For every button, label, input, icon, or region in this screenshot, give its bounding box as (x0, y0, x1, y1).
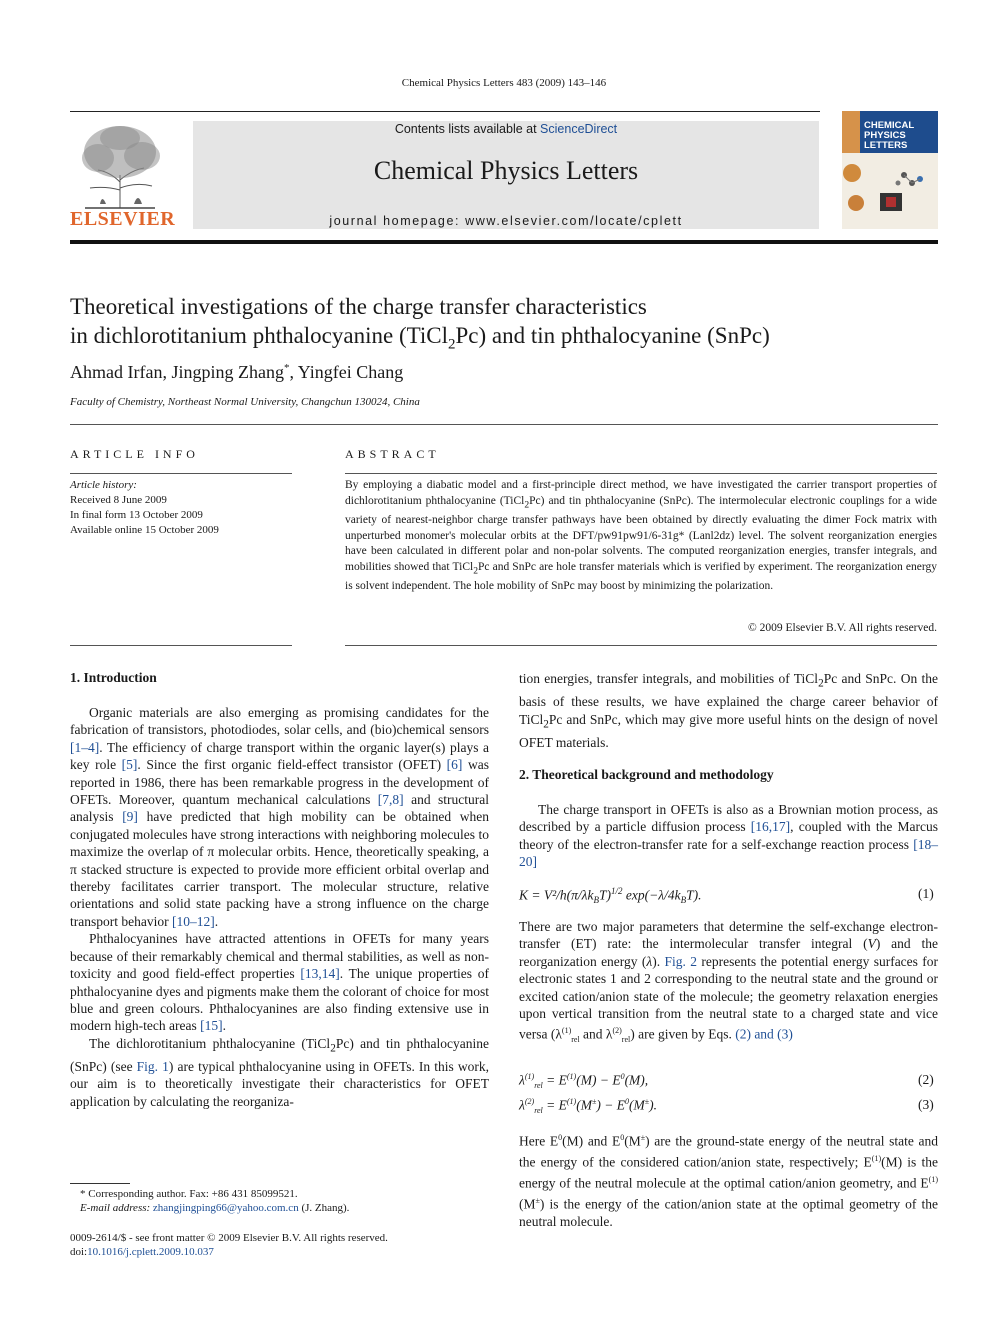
email-link[interactable]: zhangjingping66@yahoo.com.cn (152, 1202, 299, 1214)
text: . (214, 913, 219, 929)
doi-line (70, 1245, 388, 1259)
equation-link[interactable]: (2) and (3) (735, 1026, 793, 1042)
footnote-corresponding: * Corresponding author. Fax: +86 431 85099521. (80, 1188, 298, 1200)
publication-info (70, 1231, 388, 1259)
citation-link[interactable]: [9] (122, 809, 138, 825)
equation-text: λ (519, 1097, 525, 1113)
equation-text: = E (542, 1097, 567, 1113)
subscript: 2 (543, 718, 549, 731)
citation-link[interactable]: [16,17] (750, 819, 791, 835)
text: ). (652, 953, 665, 969)
contents-line (193, 122, 819, 136)
article-info-heading: ARTICLE INFO (70, 447, 199, 461)
subscript: 2 (818, 677, 824, 690)
text: Phthalocyanines have attracted attentions in OFETs for many years because of their remarkably chemical and thermal stabilities, as well as non-toxicity and good field-effect properties (70, 931, 489, 982)
equation-text: (M), (624, 1072, 649, 1088)
abstract-text-part: Pc and SnPc are hole transfer materials which is verified by experiment. The reorganization energy is solvent independent. The hole mobility of SnPc may boost by minimizing the polarization. (345, 561, 937, 593)
abstract-heading: ABSTRACT (345, 447, 440, 461)
equation-2-number: (2) (918, 1072, 934, 1087)
abstract-rule (345, 473, 937, 474)
subscript: 2 (473, 565, 478, 577)
text: , coupled with the Marcus theory of the electron-transfer rate for a self-exchange reaction process (519, 819, 938, 852)
equation-3 (519, 1097, 657, 1115)
text: Here E (519, 1133, 559, 1149)
footnote-email-line (80, 1201, 349, 1215)
citation-link[interactable]: [10–12] (171, 913, 215, 929)
text: The charge transport in OFETs is also as a Brownian motion process, as described by a particle diffusion process (519, 802, 938, 835)
subscript: rel (621, 1035, 631, 1045)
subscript: 2 (524, 499, 530, 511)
equation-text: ). (649, 1097, 657, 1113)
figure-link[interactable]: Fig. 2 (664, 953, 697, 969)
corresponding-mark[interactable]: * (283, 362, 290, 374)
subscript: 2 (330, 1042, 336, 1055)
intro-continuation (519, 670, 938, 751)
citation-link[interactable]: [15] (200, 1018, 223, 1034)
text: The dichlorotitanium phthalocyanine (TiCl (89, 1035, 331, 1051)
article-title-line (70, 321, 938, 360)
superscript: ± (591, 1097, 597, 1106)
issn-line: 0009-2614/$ - see front matter © 2009 Elsevier B.V. All rights reserved. (70, 1232, 388, 1244)
article-title (70, 292, 938, 360)
text: ) are the ground-state energy of the neutral state and the energy of the considered cation/anion state, respectively; E (519, 1133, 939, 1170)
citation-link[interactable]: [6] (446, 757, 463, 773)
superscript: (2) (612, 1026, 622, 1036)
equation-text: T) (599, 887, 612, 903)
article-title-line: Theoretical investigations of the charge transfer characteristics (70, 294, 647, 319)
subscript: rel (534, 1081, 543, 1091)
info-bottom-rule (70, 645, 292, 646)
text: . The unique properties of phthalocyanine dyes and pigments make them the colorant of choice for most blue and green colours. Phthalocyanines are also finding extensive use in modern high-tech areas (70, 966, 489, 1034)
subscript: B (680, 895, 687, 906)
superscript: (1) (566, 1072, 577, 1081)
superscript: (1) (566, 1097, 577, 1106)
symbol: V (867, 936, 876, 952)
equation-text: (M (628, 1097, 645, 1113)
citation-link[interactable]: [7,8] (377, 792, 404, 808)
paragraph (70, 704, 489, 930)
symbol: λ (646, 953, 653, 969)
methodology-body (519, 801, 938, 871)
text: Pc and SnPc. On the basis of these results, we have explained the charge career behavior of TiCl (519, 671, 938, 727)
superscript: (2) (524, 1097, 535, 1106)
equation-1-number: (1) (918, 886, 934, 901)
doi-label: doi: (70, 1246, 88, 1258)
equation-3-number: (3) (918, 1097, 934, 1112)
superscript: 0 (620, 1133, 625, 1142)
paragraph (519, 801, 938, 871)
cover-title-line: LETTERS (864, 140, 908, 151)
superscript: (1) (928, 1174, 938, 1184)
text: tion energies, transfer integrals, and mobilities of TiCl (519, 671, 819, 686)
equation-text: K = V²/h(π/λk (519, 887, 594, 903)
subscript: B (593, 895, 600, 906)
introduction-body (70, 704, 489, 1110)
text: There are two major parameters that determine the self-exchange electron-transfer (ET) rate: the intermolecular transfer integral ( (519, 919, 938, 952)
title-text: in dichlorotitanium phthalocyanine (TiCl (70, 323, 448, 348)
cover-image (842, 153, 938, 229)
paragraph (70, 930, 489, 1034)
citation-link[interactable]: [5] (121, 757, 138, 773)
equation-text: λ (519, 1072, 525, 1088)
footnote-rule (70, 1183, 130, 1184)
cover-title-line: CHEMICAL (864, 120, 915, 131)
paragraph (519, 670, 938, 751)
superscript: (1) (524, 1072, 535, 1081)
paragraph (519, 1129, 938, 1230)
text: Organic materials are also emerging as promising candidates for the fabrication of transistors, photodiodes, solar cells, and (bio)chemical sensors (70, 705, 489, 738)
superscript: 1/2 (611, 886, 623, 896)
author-names: Ahmad Irfan, Jingping Zhang (70, 362, 284, 382)
journal-reference: Chemical Physics Letters 483 (2009) 143–146 (401, 77, 607, 89)
subscript: rel (571, 1035, 580, 1045)
doi-link[interactable]: 10.1016/j.cplett.2009.10.037 (87, 1246, 214, 1258)
journal-cover (842, 111, 938, 229)
header-top-rule (70, 111, 820, 112)
section-heading-introduction: 1. Introduction (70, 670, 157, 685)
subscript: rel (534, 1106, 543, 1116)
info-rule (70, 473, 292, 474)
cover-title (864, 121, 914, 151)
methodology-body-2 (519, 918, 938, 1049)
abstract-text-part: By employing a diabatic model and a first-principle direct method, we have investigated the carrier transport properties of dichlorotitanium phthalocyanine (TiCl (345, 479, 937, 507)
equation-text: T). (686, 887, 702, 903)
history-online: Available online 15 October 2009 (70, 524, 219, 536)
text: (M) is the energy of the neutral molecule at the optimal cation/anion geometry, and E (519, 1154, 938, 1191)
superscript: 0 (620, 1072, 625, 1081)
text: ) and the reorganization energy ( (519, 936, 938, 969)
text: was reported in 1986, there has been remarkable progress in the development of OFETs. Moreover, quantum mechanical calculations (70, 757, 490, 808)
history-received: Received 8 June 2009 (70, 494, 167, 506)
elsevier-wordmark: ELSEVIER (70, 208, 176, 230)
abstract-text (345, 478, 937, 595)
methodology-body-3 (519, 1129, 938, 1230)
equation-text: exp(−λ/4k (622, 887, 681, 903)
text: . Since the first organic field-effect transistor (OFET) (137, 757, 447, 773)
header-bottom-rule (70, 240, 938, 244)
cover-title-line: PHYSICS (864, 130, 906, 141)
citation-link[interactable]: [18–20] (519, 836, 938, 870)
journal-title: Chemical Physics Letters (373, 156, 639, 185)
superscript: 0 (558, 1133, 563, 1142)
equation-text: = E (542, 1072, 567, 1088)
text: represents the potential energy surfaces for electronic states 1 and 2 corresponding to the neutral state and the ground or excited cation/anion state of the molecule; the geometry relaxation energies upon vertical transition from the neutral state to a charged state and vice versa (λ (519, 953, 939, 1042)
equation-1 (519, 886, 702, 905)
text: and structural analysis (70, 792, 489, 825)
journal-homepage[interactable]: journal homepage: www.elsevier.com/locate/cplett (329, 214, 683, 228)
citation-link[interactable]: [1–4] (70, 739, 100, 755)
equation-text: (M (576, 1097, 592, 1113)
text: (M) and E (562, 1133, 621, 1149)
author-names-tail: , Yingfei Chang (289, 362, 404, 382)
history-revised: In final form 13 October 2009 (70, 509, 203, 521)
figure-link[interactable]: Fig. 1 (136, 1058, 169, 1074)
title-text: Pc) and tin phthalocyanine (SnPc) (455, 323, 770, 348)
email-tail: (J. Zhang). (298, 1202, 350, 1214)
superscript: ± (640, 1133, 646, 1142)
text: (M (519, 1196, 536, 1212)
equation-text: (M) − E (576, 1072, 621, 1088)
text: (M (624, 1133, 641, 1149)
abstract-bottom-rule (345, 645, 937, 646)
text: have predicted that high mobility can be obtained when conjugated molecules have strong interactions with neighboring molecules to maximize the overlap of π molecular orbits. Hence, theoretically speaking, a π stacked structure is expected to provide more efficient orbital overlap and thereby facilitates carrier transport. The molecular structure, relative orientations and solid state packing have a strong influence on the charge transport behavior (70, 809, 489, 929)
text: ) are given by Eqs. (630, 1026, 736, 1042)
subscript: 2 (447, 336, 456, 353)
text: ) are typical phthalocyanine using in OFETs. In this work, our aim is to theoretically investigate their characteristics for OFET application by calculating the reorganiza- (70, 1058, 489, 1109)
superscript: 0 (624, 1097, 629, 1106)
article-history (70, 478, 219, 538)
author-list (70, 362, 403, 383)
email-label: E-mail address: (80, 1202, 153, 1214)
superscript: ± (535, 1195, 540, 1205)
affiliation: Faculty of Chemistry, Northeast Normal University, Changchun 130024, China (70, 396, 420, 408)
text: Pc and SnPc, which may give more useful hints on the design of novel OFET materials. (519, 711, 938, 750)
superscript: ± (644, 1097, 650, 1106)
text: ) is the energy of the cation/anion state at the optimal geometry of the neutral molecule. (519, 1196, 938, 1229)
equation-2 (519, 1072, 648, 1090)
paragraph (519, 918, 938, 1049)
section-heading-methodology: 2. Theoretical background and methodology (519, 767, 774, 782)
title-rule (70, 424, 938, 425)
footnote (80, 1187, 349, 1215)
citation-link[interactable]: [13,14] (300, 966, 340, 982)
contents-prefix: Contents lists available at (394, 122, 541, 136)
text: . The efficiency of charge transport within the organic layer(s) plays a key role (70, 739, 489, 773)
text: Pc) and tin phthalocyanine (SnPc) (see (70, 1035, 489, 1074)
text: . (222, 1018, 226, 1034)
abstract-text-part: Pc) and tin phthalocyanine (SnPc). The intermolecular electronic couplings for a wide variety of nearest-neighbor charge transfer pathways have been obtained by directly evaluating the dimer Fock matrix with unperturbed monomer's molecular orbits at the DFT/pw91pw91/6-31g* (Lanl2dz) level. The solvent reorganization energies have been calculated in different polar and non-polar solvents. The computed reorganization energies, transfer integrals, and mobilities showed that TiCl (345, 494, 937, 574)
abstract-copyright: © 2009 Elsevier B.V. All rights reserved. (748, 622, 937, 634)
superscript: (1) (871, 1153, 882, 1163)
superscript: (1) (561, 1026, 572, 1036)
text: and λ (579, 1026, 613, 1042)
history-label: Article history: (70, 479, 137, 491)
equation-text: ) − E (596, 1097, 625, 1113)
paragraph (70, 1035, 489, 1110)
sciencedirect-link[interactable]: ScienceDirect (540, 122, 618, 136)
